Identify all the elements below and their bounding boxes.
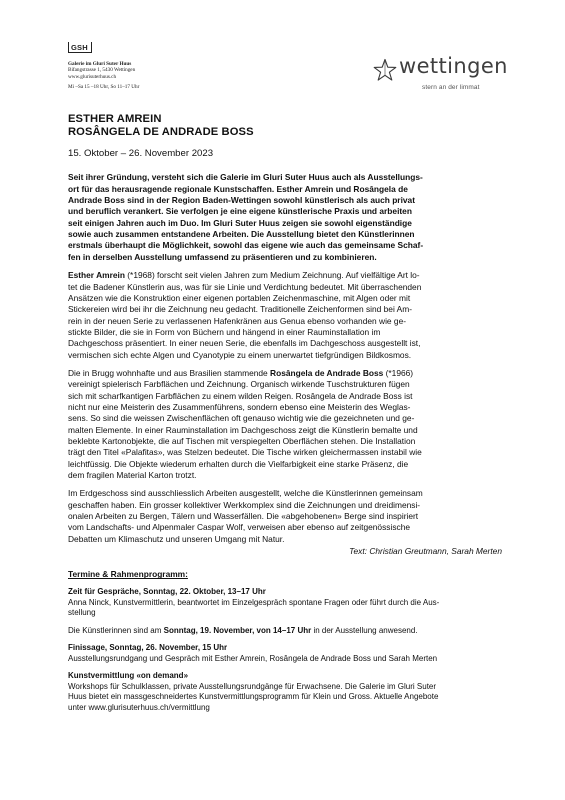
gsh-logo: GSH: [68, 42, 92, 53]
event4-line: Huus bietet ein massgeschneidertes Kunstvermittlungsprogramm für Klein und Gross. Aktuelle Angebote: [68, 692, 439, 702]
para3-line: Debatten um Klimaschutz und unseren Umgang mit Natur.: [68, 533, 285, 544]
para2-first-line-pre: Die in Brugg wohnhafte und aus Brasilien stammende: [68, 367, 271, 378]
artist-name-2: ROSÂNGELA DE ANDRADE BOSS: [68, 126, 254, 139]
intro-line: Andrade Boss sind in der Region Baden-Wettingen sowohl künstlerisch als auch privat: [68, 195, 416, 206]
event2-text-pre: Die Künstlerinnen sind am: [68, 625, 164, 635]
intro-line: ort für das herausragende regionale Kunstschaffen. Esther Amrein und Rosângela de: [68, 183, 408, 194]
intro-paragraph: [68, 172, 508, 263]
para1-line: Ansätzen wie die Konstruktion einer eigenen portablen Zeichenmaschine, mit Algen oder mit: [68, 292, 411, 303]
main-content: [68, 113, 508, 713]
para1-line: vermischen sich echte Algen und Cyanotypie zu einem unerwartet tiefgründigen Bildkosmos.: [68, 349, 412, 360]
intro-line: sowie auch zusammen entstandene Arbeiten. Die Ausstellung bietet den Künstlerinnen: [68, 229, 415, 240]
exhibition-title: [68, 113, 508, 139]
artist-name-1: ESTHER AMREIN: [68, 113, 162, 125]
paragraph-esther-amrein: [68, 270, 508, 361]
event-kunstvermittlung: [68, 671, 508, 713]
para1-line: rein in der neuen Serie zu verlassenen Hafenkränen aus Genua ebenso vorhanden wie ge-: [68, 315, 407, 326]
para1-first-line-text: (*1968) forscht seit vielen Jahren zum Medium Zeichnung. Auf vielfältige Art lo-: [124, 270, 420, 281]
para3-line: onalen Arbeiten zu Bergen, Tälern und Wasserfällen. Die «abgehobenen» Berge sind inspiriert: [68, 511, 419, 522]
event3-line: Ausstellungsrundgang und Gespräch mit Esther Amrein, Rosângela de Andrade Boss und Sarah Merten: [68, 653, 438, 663]
event-zeit-fuer-gespraeche: [68, 587, 508, 619]
para2-first-line: [68, 368, 508, 379]
wettingen-star-icon: [373, 58, 397, 82]
exhibition-dates: 15. Oktober – 26. November 2023: [68, 148, 214, 160]
para3-line: vom Landschafts- und Alpenmaler Caspar Wolf, verweisen aber ebenso auf zeitgenössische: [68, 522, 411, 533]
para2-line: dem fragilen Material Karton trotzt.: [68, 470, 197, 480]
program-heading: Termine & Rahmenprogramm:: [68, 569, 188, 580]
para1-line: Stickereien wird bei ihr die Zeichnung neu gedacht. Traditionelle Zeichenformen sind bei Am-: [68, 304, 413, 315]
event1-line: Anna Ninck, Kunstvermittlerin, beantwortet im Einzelgespräch spontane Fragen oder führt durch die Aus-: [68, 597, 440, 607]
wettingen-logo: [373, 54, 508, 98]
para2-line: trägt den Titel «Palafitas», was Stelzen bedeutet. Die Tische wirken gleichermassen instabil wie: [68, 447, 422, 458]
paragraph-rosangela: [68, 368, 508, 481]
artist-name-rosangela: Rosângela de Andrade Boss: [270, 367, 384, 378]
gallery-name: Galerie im Gluri Suter Huus: [68, 61, 132, 67]
wettingen-wordmark: wettingen: [399, 54, 508, 78]
gallery-website: www.glurisuterhuus.ch: [68, 73, 117, 80]
intro-line: fen in derselben Ausstellung umfassend zu präsentieren und zu kombinieren.: [68, 251, 377, 262]
para1-line: stickte Bilder, die sie in Form von Büchern und hängend in einer Rauminstallation im: [68, 326, 381, 337]
para2-line: leichtfüssig. Die Objekte wiederum erhalten durch die Vielfarbigkeit eine starke Präsenz, die: [68, 458, 409, 469]
event-artists-present: [68, 626, 508, 637]
intro-line: Seit ihrer Gründung, versteht sich die Galerie im Gluri Suter Huus auch als Ausstellungs-: [68, 172, 423, 183]
intro-line: und beruflich verankert. Sie verfolgen je eine eigene künstlerische Praxis und arbeiten: [68, 206, 412, 217]
text-credit: Text: Christian Greutmann, Sarah Merten: [349, 546, 502, 557]
paragraph-joint-works: [68, 488, 508, 545]
event4-line: unter www.glurisuterhuus.ch/vermittlung: [68, 702, 210, 712]
para2-line: malten Elemente. In einer Rauminstallation im Dachgeschoss zeigt die Künstlerin bemalte und: [68, 424, 418, 435]
para1-first-line: [68, 270, 508, 281]
intro-line: seit einigen Jahren auch im Duo. Im Gluri Suter Huus zeigen sie sowohl eigenständige: [68, 217, 412, 228]
para2-line: vereinigt spielerisch Farbflächen und Zeichnung. Organisch wirkende Tuschstrukturen fügen: [68, 379, 410, 390]
para3-line: geschaffen haben. Ein grosser kollektiver Werkkomplex sind die Zeichnungen und dreidimensi-: [68, 499, 421, 510]
event3-heading: Finissage, Sonntag, 26. November, 15 Uhr: [68, 643, 228, 653]
event2-date: Sonntag, 19. November, von 14–17 Uhr: [163, 625, 312, 635]
event1-heading: Zeit für Gespräche, Sonntag, 22. Oktober, 13–17 Uhr: [68, 587, 266, 597]
event4-heading: Kunstvermittlung «on demand»: [68, 671, 189, 681]
event2-text-post: in der Ausstellung anwesend.: [311, 625, 418, 635]
gallery-header: [68, 37, 188, 91]
event1-line: stellung: [68, 608, 96, 618]
event4-line: Workshops für Schulklassen, private Ausstellungsrundgänge für Erwachsene. Die Galerie im Gluri Suter: [68, 681, 437, 691]
artist-name-esther: Esther Amrein: [68, 270, 125, 281]
intro-line: erstmals überhaupt die Möglichkeit, sowohl das eigene wie auch das gemeinsame Schaf-: [68, 240, 424, 251]
gallery-address: Bifangstrasse 1, 5430 Wettingen: [68, 67, 136, 74]
wettingen-tagline: stern an der limmat: [422, 84, 480, 91]
para2-line: sens. So sind die weissen Zwischenflächen oft genauso wichtig wie die gezeichneten und ge-: [68, 413, 415, 424]
para1-line: tet die Badener Künstlerin aus, was für sie Linie und Verdichtung bedeutet. Mit überraschenden: [68, 281, 422, 292]
para2-first-line-post: (*1966): [383, 367, 414, 378]
para2-line: nicht nur eine Meisterin des Zusammenführens, sondern ebenso eine Meisterin des Weglas-: [68, 401, 411, 412]
gallery-opening-hours: Mi –Sa 15 –18 Uhr, So 11–17 Uhr: [68, 84, 140, 91]
para1-line: Dachgeschoss präsentiert. In einer neuen Serie, die ebenfalls im Dachgeschoss ausgestellt ist,: [68, 338, 421, 349]
para2-line: beklebte Kartonobjekte, die auf Tischen mit verspiegelten Oberflächen stehen. Die Installation: [68, 435, 416, 446]
event-finissage: [68, 643, 508, 664]
para3-line: Im Erdgeschoss sind ausschliesslich Arbeiten ausgestellt, welche die Künstlerinnen gemeinsam: [68, 488, 423, 499]
para2-line: sich mit scharfkantigen Farbflächen zu einem wilden Reigen. Rosângela de Andrade Boss ist: [68, 390, 413, 401]
